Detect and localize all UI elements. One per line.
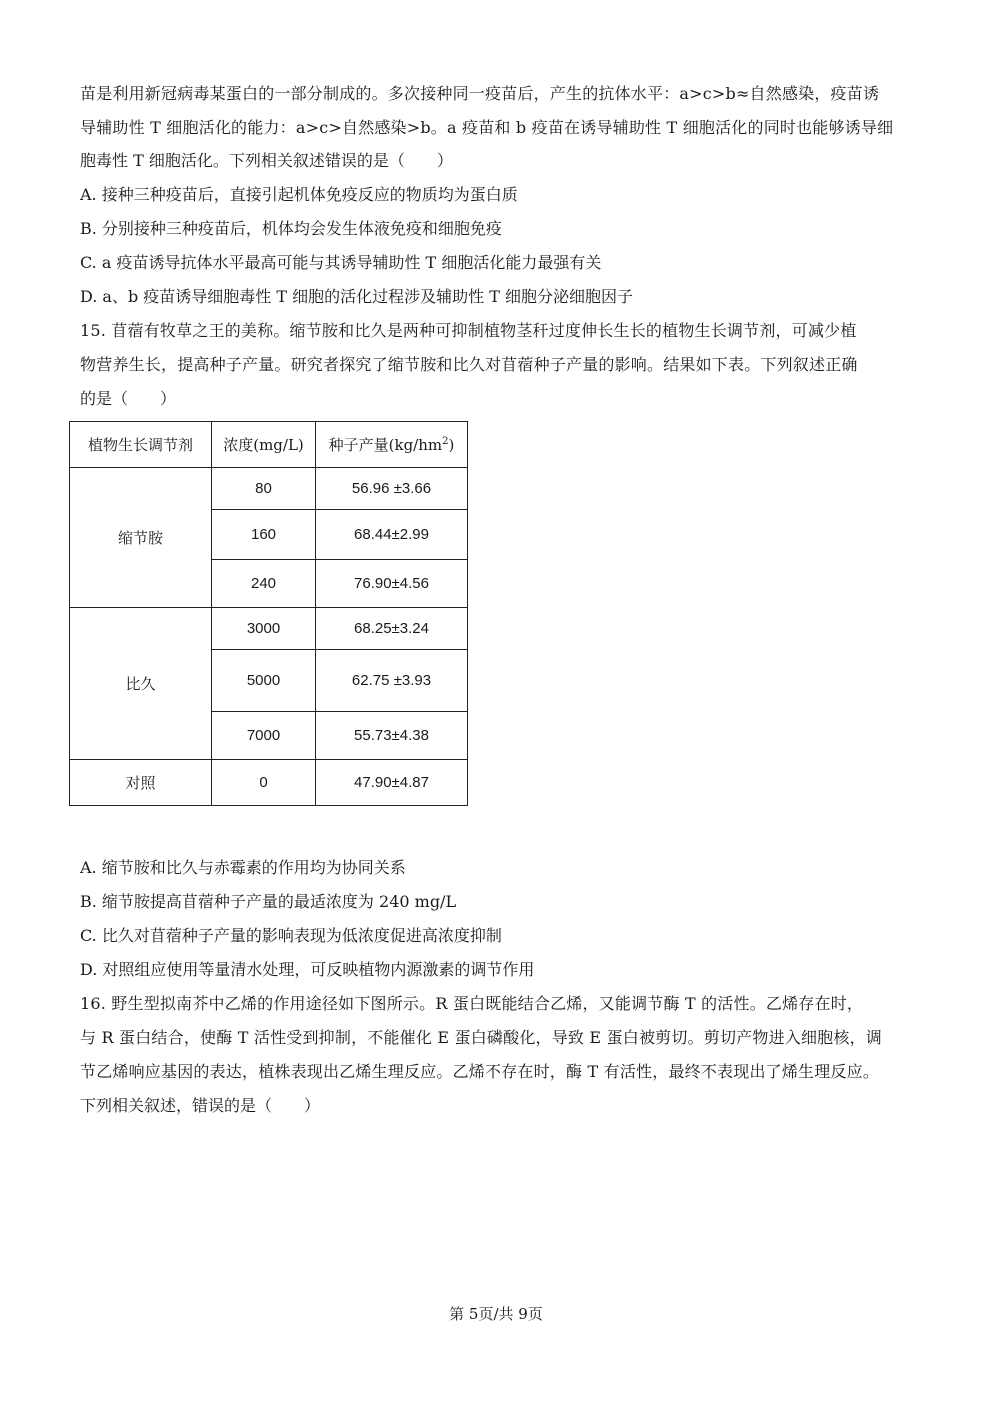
concentration-cell: 5000 [212,650,316,712]
q15-option-d: D. 对照组应使用等量清水处理，可反映植物内源激素的调节作用 [80,960,535,979]
concentration-cell: 3000 [212,608,316,650]
q14-option-d: D. a、b 疫苗诱导细胞毒性 T 细胞的活化过程涉及辅助性 T 细胞分泌细胞因子 [80,287,633,306]
yield-cell: 76.90±4.56 [316,560,468,608]
yield-cell: 68.25±3.24 [316,608,468,650]
yield-cell: 55.73±4.38 [316,712,468,760]
q14-option-a: A. 接种三种疫苗后，直接引起机体免疫反应的物质均为蛋白质 [80,185,518,204]
group-cell-control: 对照 [70,760,212,806]
yield-cell: 62.75 ±3.93 [316,650,468,712]
concentration-cell: 160 [212,510,316,560]
yield-cell: 68.44±2.99 [316,510,468,560]
q15-stem-line-1: 15. 苜蓿有牧草之王的美称。缩节胺和比久是两种可抑制植物茎秆过度伸长生长的植物生长调节剂，可减少植 [80,321,857,340]
group-cell-suojiean: 缩节胺 [70,468,212,608]
q14-stem-line-2: 导辅助性 T 细胞活化的能力：a>c>自然感染>b。a 疫苗和 b 疫苗在诱导辅助性 T 细胞活化的同时也能够诱导细 [80,118,894,137]
q14-option-c: C. a 疫苗诱导抗体水平最高可能与其诱导辅助性 T 细胞活化能力最强有关 [80,253,602,272]
header-concentration: 浓度(mg/L) [212,422,316,468]
q15-option-b: B. 缩节胺提高苜蓿种子产量的最适浓度为 240 mg/L [80,892,457,911]
q15-stem-line-3: 的是（ ） [80,389,177,408]
table-header-row [70,422,468,468]
q15-option-c: C. 比久对苜蓿种子产量的影响表现为低浓度促进高浓度抑制 [80,926,502,945]
concentration-cell: 80 [212,468,316,510]
table-row [70,468,468,510]
q16-stem-line-4: 下列相关叙述，错误的是（ ） [80,1096,321,1115]
concentration-cell: 240 [212,560,316,608]
seed-yield-table [69,421,468,806]
table-row [70,608,468,650]
table-row [70,760,468,806]
q16-stem-line-2: 与 R 蛋白结合，使酶 T 活性受到抑制，不能催化 E 蛋白磷酸化，导致 E 蛋白被剪切。剪切产物进入细胞核，调 [80,1028,882,1047]
yield-cell: 56.96 ±3.66 [316,468,468,510]
q14-stem-line-1: 苗是利用新冠病毒某蛋白的一部分制成的。多次接种同一疫苗后，产生的抗体水平：a>c>b≈自然感染，疫苗诱 [80,84,880,103]
q16-stem-line-1: 16. 野生型拟南芥中乙烯的作用途径如下图所示。R 蛋白既能结合乙烯，又能调节酶 T 的活性。乙烯存在时， [80,994,864,1013]
concentration-cell: 7000 [212,712,316,760]
q15-stem-line-2: 物营养生长，提高种子产量。研究者探究了缩节胺和比久对苜蓿种子产量的影响。结果如下表。下列叙述正确 [80,355,858,374]
q15-option-a: A. 缩节胺和比久与赤霉素的作用均为协同关系 [80,858,406,877]
q14-option-b: B. 分别接种三种疫苗后，机体均会发生体液免疫和细胞免疫 [80,219,502,238]
header-seed-yield: 种子产量$(kg/hm^2)$ [316,422,468,468]
group-cell-bijiu: 比久 [70,608,212,760]
concentration-cell: 0 [212,760,316,806]
q16-stem-line-3: 节乙烯响应基因的表达，植株表现出乙烯生理反应。乙烯不存在时，酶 T 有活性，最终不表现出了烯生理反应。 [80,1062,880,1081]
page-footer: 第 5页/共 9页 [449,1305,543,1323]
yield-cell: 47.90±4.87 [316,760,468,806]
q14-stem-line-3: 胞毒性 T 细胞活化。下列相关叙述错误的是（ ） [80,151,453,170]
header-regulator: 植物生长调节剂 [70,422,212,468]
